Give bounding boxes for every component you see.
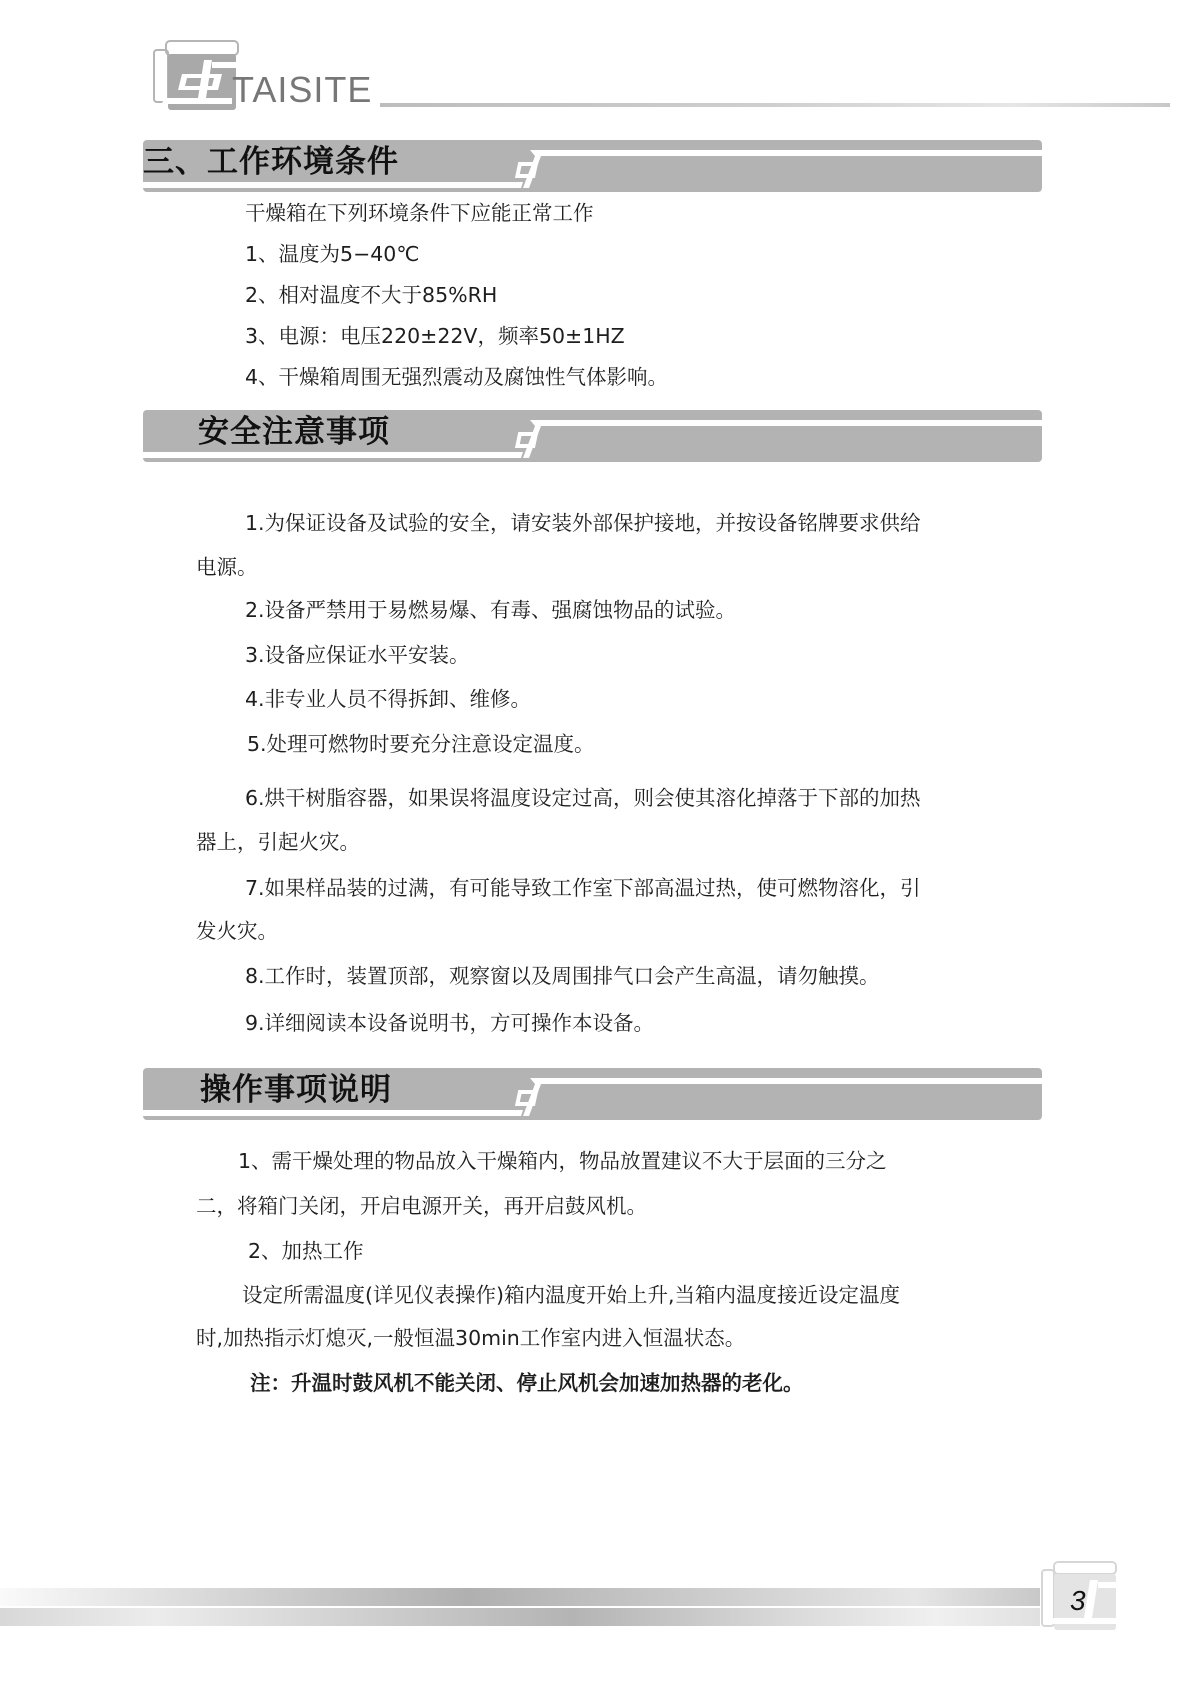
footer-bar-top xyxy=(0,1588,1040,1606)
brand-name: TAISITE xyxy=(232,69,373,110)
list-item: 1.为保证设备及试验的安全，请安装外部保护接地，并按设备铭牌要求供给 xyxy=(245,511,921,535)
list-item-continuation: 发火灾。 xyxy=(196,919,278,943)
paragraph: 干燥箱在下列环境条件下应能正常工作 xyxy=(245,201,594,225)
list-item: 7.如果样品装的过满，有可能导致工作室下部高温过热，使可燃物溶化，引 xyxy=(245,876,921,900)
section-banner-environment xyxy=(143,140,1042,192)
section-title: 安全注意事项 xyxy=(198,414,390,450)
list-item: 8.工作时，装置顶部，观察窗以及周围排气口会产生高温，请勿触摸。 xyxy=(245,964,880,988)
list-item: 5.处理可燃物时要充分注意设定温度。 xyxy=(247,732,595,756)
list-item: 2、加热工作 xyxy=(248,1239,364,1263)
list-item: 3.设备应保证水平安装。 xyxy=(245,643,470,667)
footer-bar-bottom xyxy=(0,1608,1040,1626)
section-banner-operation xyxy=(143,1068,1042,1120)
list-item-continuation: 器上，引起火灾。 xyxy=(196,830,360,854)
list-item: 1、温度为5−40℃ xyxy=(245,242,420,266)
list-item: 4、干燥箱周围无强烈震动及腐蚀性气体影响。 xyxy=(245,365,669,389)
list-item-continuation: 电源。 xyxy=(196,555,258,579)
paragraph: 设定所需温度(详见仪表操作)箱内温度开始上升,当箱内温度接近设定温度 xyxy=(242,1283,901,1307)
list-item: 6.烘干树脂容器，如果误将温度设定过高，则会使其溶化掉落于下部的加热 xyxy=(245,786,921,810)
list-item: 4.非专业人员不得拆卸、维修。 xyxy=(245,687,532,711)
section-title: 三、工作环境条件 xyxy=(143,144,399,180)
list-item: 2、相对温度不大于85%RH xyxy=(245,283,498,307)
section-title: 操作事项说明 xyxy=(200,1072,392,1108)
section-banner-safety xyxy=(143,410,1042,462)
list-item: 1、需干燥处理的物品放入干燥箱内，物品放置建议不大于层面的三分之 xyxy=(238,1149,887,1173)
list-item: 2.设备严禁用于易燃易爆、有毒、强腐蚀物品的试验。 xyxy=(245,598,737,622)
list-item-continuation: 二，将箱门关闭，开启电源开关，再开启鼓风机。 xyxy=(196,1194,647,1218)
warning-note: 注：升温时鼓风机不能关闭、停止风机会加速加热器的老化。 xyxy=(250,1371,804,1395)
page-number: 3 xyxy=(1070,1585,1086,1616)
list-item: 9.详细阅读本设备说明书，方可操作本设备。 xyxy=(245,1011,655,1035)
header-divider xyxy=(380,103,1170,107)
list-item: 3、电源：电压220±22V，频率50±1HZ xyxy=(245,324,625,348)
paragraph-continuation: 时,加热指示灯熄灭,一般恒温30min工作室内进入恒温状态。 xyxy=(196,1326,746,1350)
